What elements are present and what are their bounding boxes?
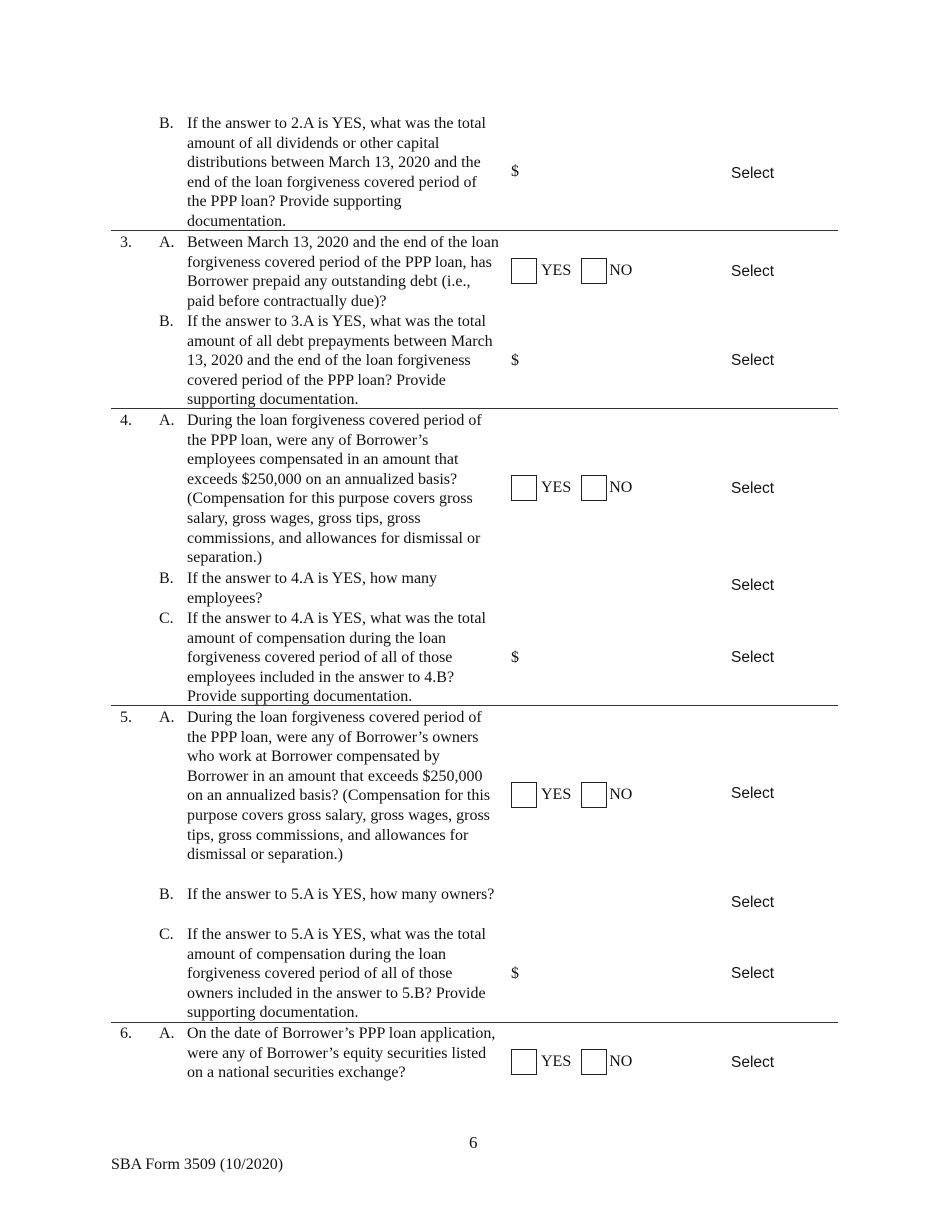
q4c-question: If the answer to 4.A is YES, what was the total amount of compensation during the loan forgiveness covered period of all of those employees included in the answer to 4.B? Provide supporting documentation.: [187, 610, 486, 706]
no-label: NO: [609, 786, 633, 804]
no-label: NO: [609, 1053, 633, 1071]
q5b-question: If the answer to 5.A is YES, how many owners?: [187, 886, 495, 903]
q4a-letter: A.: [159, 412, 175, 429]
q4a-select[interactable]: Select: [731, 480, 775, 497]
q5c-dollar-field[interactable]: $: [511, 965, 519, 982]
q4b-question: If the answer to 4.A is YES, how many employees?: [187, 570, 438, 607]
q5c-letter: C.: [159, 926, 174, 943]
q3b-select[interactable]: Select: [731, 352, 775, 369]
q4b-select[interactable]: Select: [731, 577, 775, 594]
q4c-dollar-field[interactable]: $: [511, 649, 519, 666]
q5a-yes-checkbox[interactable]: [511, 782, 537, 808]
q2b-dollar-field[interactable]: $: [511, 163, 519, 180]
row-divider: [111, 705, 838, 706]
q4a-question: During the loan forgiveness covered period of the PPP loan, were any of Borrower’s employees compensated in an amount that exceeds $250,000 on an annualized basis? (Compensation for this purpose covers gross salary, gross wages, gross tips, gross commissions, and allowances for dismissal or separation.): [187, 412, 482, 567]
q4c-letter: C.: [159, 610, 174, 627]
yes-label: YES: [541, 786, 572, 804]
q4a-yes-no: [511, 474, 642, 502]
q5-number: 5.: [120, 709, 132, 726]
q6a-yes-checkbox[interactable]: [511, 1049, 537, 1075]
yes-label: YES: [541, 262, 572, 280]
q5a-no-checkbox[interactable]: [581, 782, 607, 808]
q5b-letter: B.: [159, 886, 174, 903]
q3a-yes-checkbox[interactable]: [511, 258, 537, 284]
q2b-select[interactable]: Select: [731, 165, 775, 182]
yes-label: YES: [541, 479, 572, 497]
q5c-select[interactable]: Select: [731, 965, 775, 982]
q4b-letter: B.: [159, 570, 174, 587]
q3a-letter: A.: [159, 234, 175, 251]
q5a-question: During the loan forgiveness covered period of the PPP loan, were any of Borrower’s owners who work at Borrower compensated by Borrower in an amount that exceeds $250,000 on an annualized basis? (Compensation for this purpose covers gross salary, gross wages, gross tips, gross commissions, and allowances for dismissal or separation.): [187, 709, 491, 864]
q6a-select[interactable]: Select: [731, 1054, 775, 1071]
q2b-letter: B.: [159, 115, 174, 132]
q6a-no-checkbox[interactable]: [581, 1049, 607, 1075]
q3a-select[interactable]: Select: [731, 263, 775, 280]
row-divider: [111, 230, 838, 231]
q4-number: 4.: [120, 412, 132, 429]
no-label: NO: [609, 262, 633, 280]
form-identifier: SBA Form 3509 (10/2020): [111, 1156, 284, 1173]
q4a-yes-checkbox[interactable]: [511, 475, 537, 501]
q3b-dollar-field[interactable]: $: [511, 352, 519, 369]
q5c-question: If the answer to 5.A is YES, what was the total amount of compensation during the loan forgiveness covered period of all of those owners included in the answer to 5.B? Provide supporting documentation.: [187, 926, 486, 1022]
page-number: 6: [469, 1133, 478, 1152]
q4c-select[interactable]: Select: [731, 649, 775, 666]
q3b-letter: B.: [159, 313, 174, 330]
q6a-letter: A.: [159, 1025, 175, 1042]
no-label: NO: [609, 479, 633, 497]
q3a-question: Between March 13, 2020 and the end of the loan forgiveness covered period of the PPP loan, has Borrower prepaid any outstanding debt (i.e., paid before contractually due)?: [187, 234, 499, 310]
q4a-no-checkbox[interactable]: [581, 475, 607, 501]
q3a-yes-no: [511, 257, 642, 285]
q3a-no-checkbox[interactable]: [581, 258, 607, 284]
yes-label: YES: [541, 1053, 572, 1071]
q6a-yes-no: [511, 1048, 642, 1076]
q6-number: 6.: [120, 1025, 132, 1042]
q5a-select[interactable]: Select: [731, 785, 775, 802]
q3-number: 3.: [120, 234, 132, 251]
q5a-letter: A.: [159, 709, 175, 726]
q5b-select[interactable]: Select: [731, 894, 775, 911]
q3b-question: If the answer to 3.A is YES, what was the total amount of all debt prepayments between March 13, 2020 and the end of the loan forgiveness covered period of the PPP loan? Provide supporting documentation.: [187, 313, 493, 409]
q2b-question: If the answer to 2.A is YES, what was the total amount of all dividends or other capital distributions between March 13, 2020 and the end of the loan forgiveness covered period of the PPP loan? Provide supporting documentation.: [187, 115, 486, 230]
q5a-yes-no: [511, 781, 642, 809]
row-divider: [111, 408, 838, 409]
row-divider: [111, 1022, 838, 1023]
q6a-question: On the date of Borrower’s PPP loan application, were any of Borrower’s equity securities listed on a national securities exchange?: [187, 1025, 496, 1082]
